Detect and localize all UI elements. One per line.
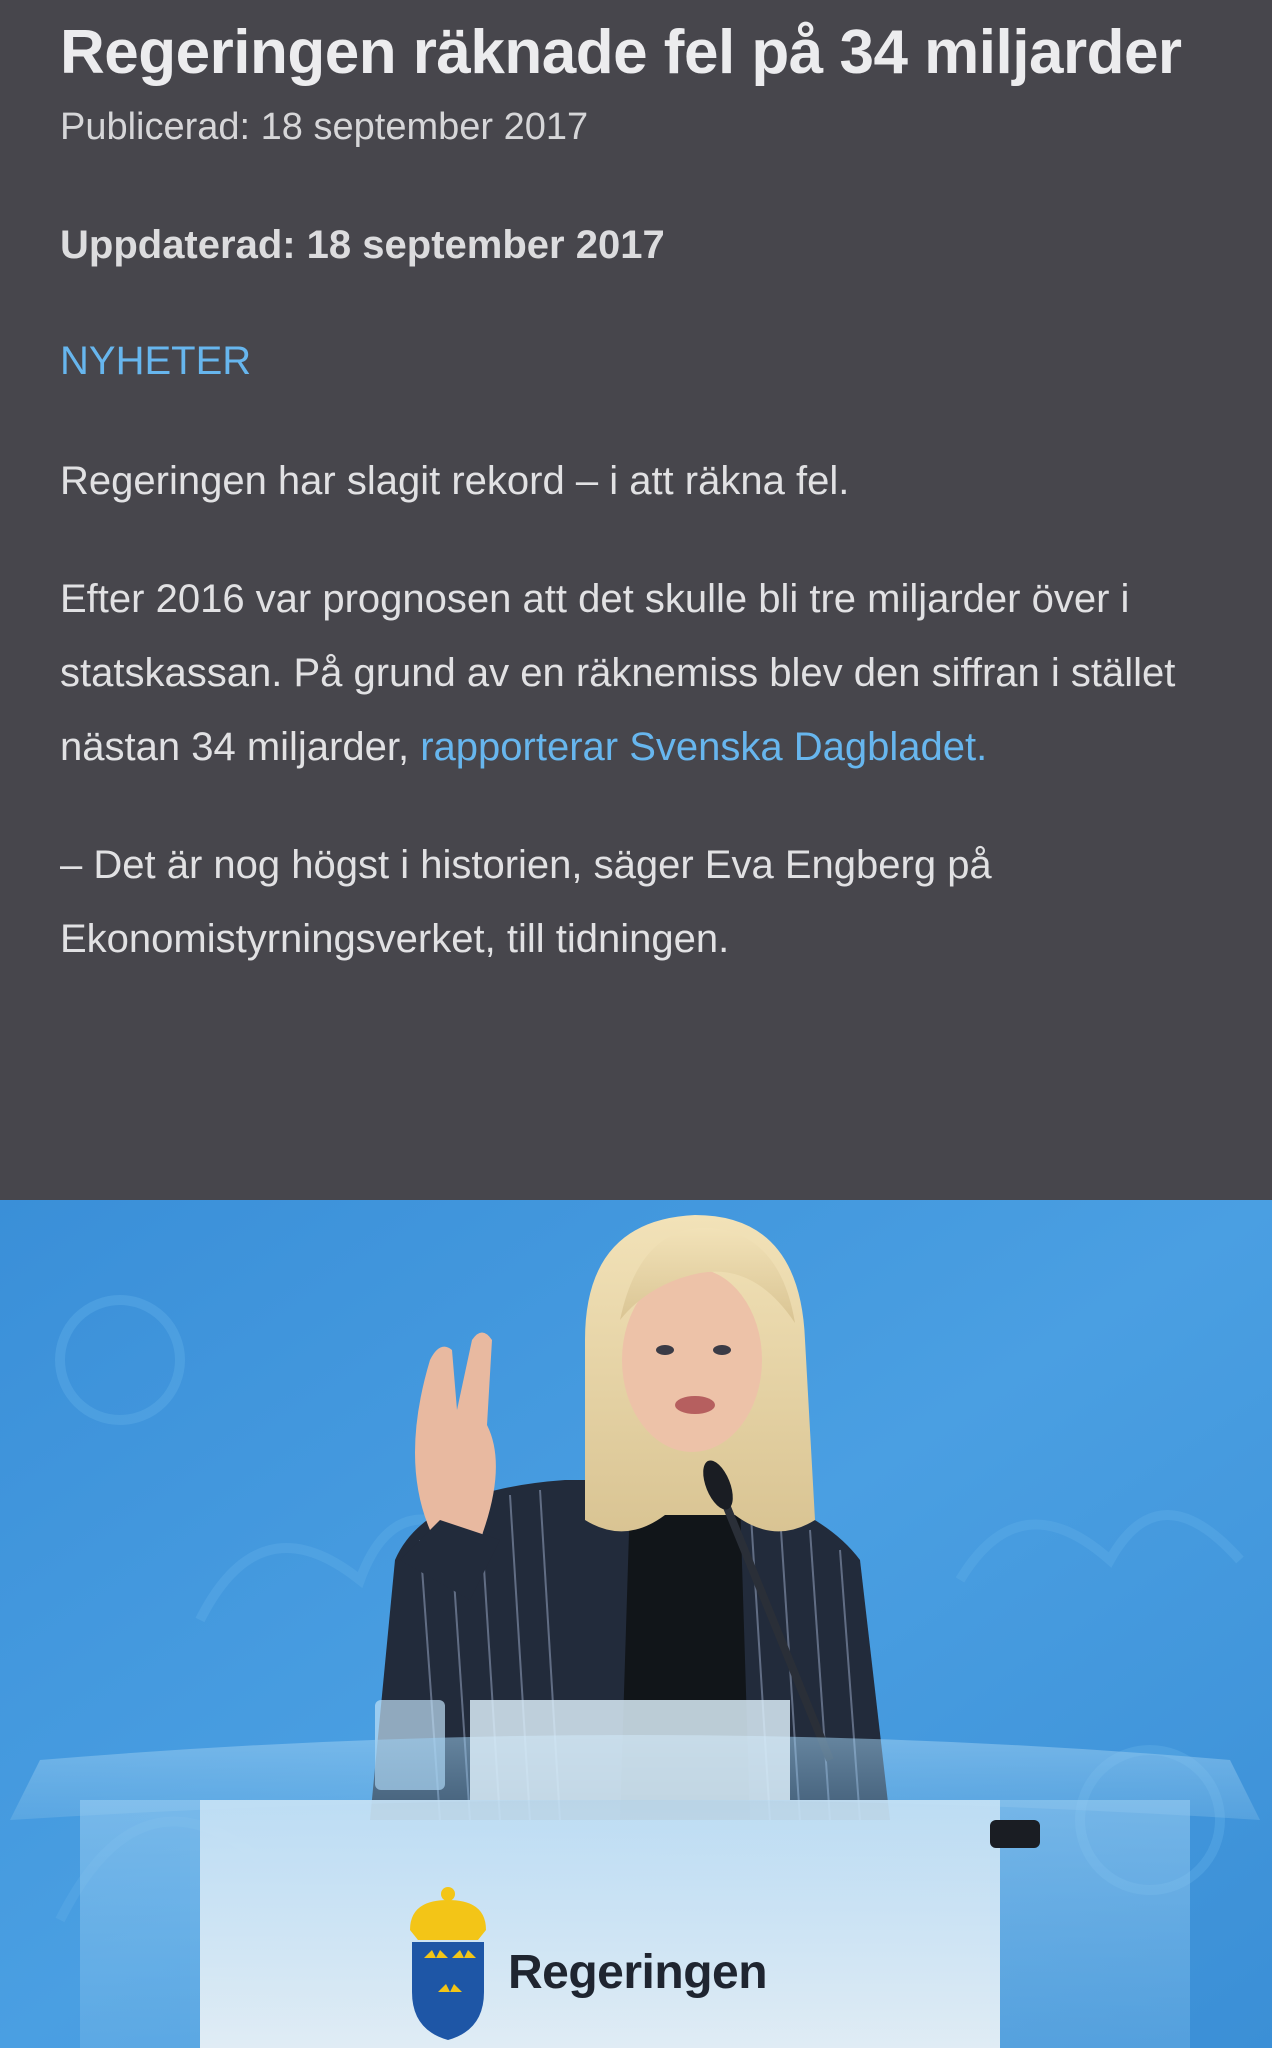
article-photo	[0, 1200, 1272, 2048]
paragraph-2-text: Efter 2016 var prognosen att det skulle bli tre miljarder över i statskassan. På grund av en räknemiss blev den siffran i stället nästan 34 miljarder,	[60, 577, 1176, 769]
svd-source-link[interactable]: rapporterar Svenska Dagbladet.	[420, 725, 988, 769]
article-paragraph-2	[60, 562, 1212, 784]
published-date: Publicerad: 18 september 2017	[60, 106, 589, 148]
press-conference-illustration	[0, 1200, 1272, 2048]
updated-date: Uppdaterad: 18 september 2017	[60, 223, 665, 267]
article-paragraph-3: – Det är nog högst i historien, säger Eva Engberg på Ekonomistyrningsverket, till tidningen.	[60, 843, 992, 961]
podium-brand-text: Regeringen	[508, 1946, 768, 1999]
article-title: Regeringen räknade fel på 34 miljarder	[60, 18, 1182, 87]
category-link-nyheter[interactable]: NYHETER	[60, 339, 252, 383]
article-paragraph-1: Regeringen har slagit rekord – i att räkna fel.	[60, 459, 850, 503]
crown-three-crowns-emblem-icon	[410, 1887, 486, 2040]
